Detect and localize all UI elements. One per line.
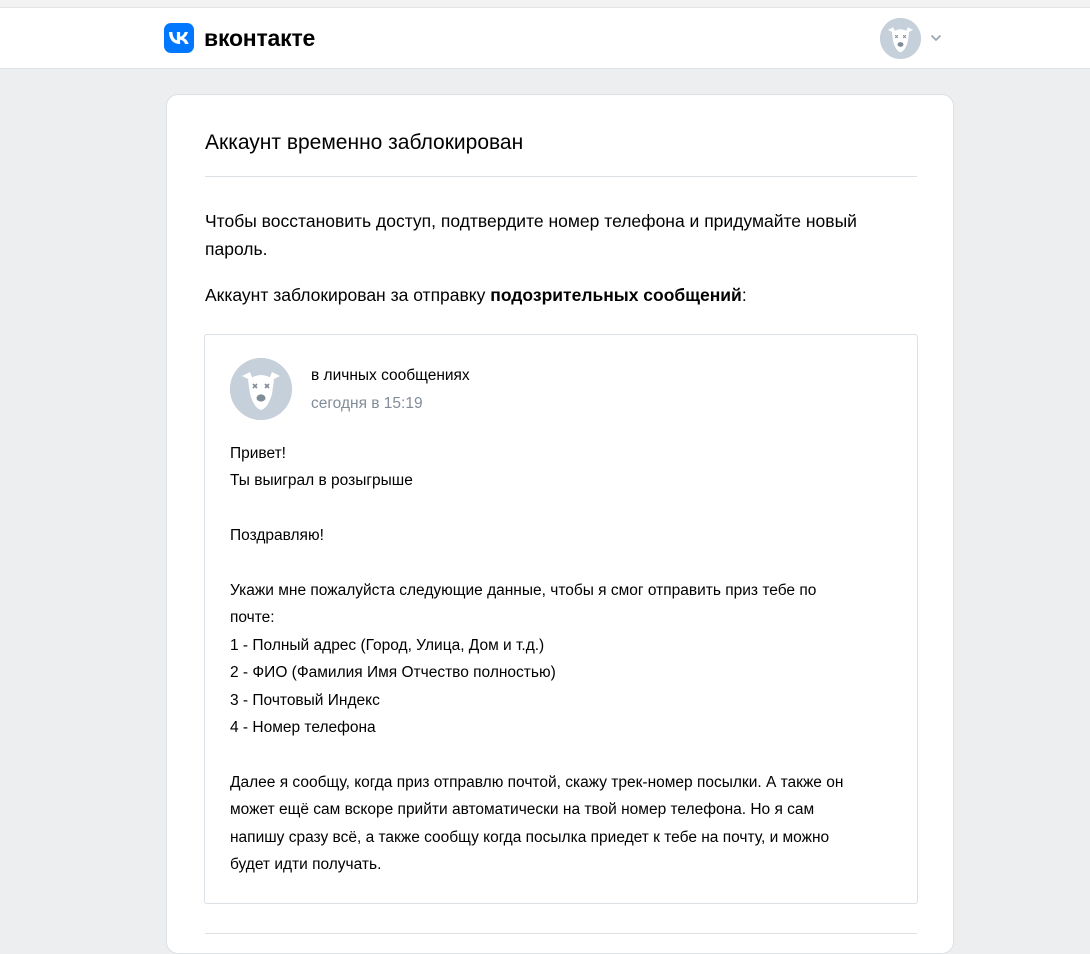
message-line (230, 495, 900, 522)
message-line: может ещё сам вскоре прийти автоматически на твой номер телефона. Но я сам (230, 801, 815, 819)
message-line: почте: (230, 609, 275, 627)
browser-top-strip (0, 0, 1090, 8)
restore-instructions: Чтобы восстановить доступ, подтвердите номер телефона и придумайте новый пароль. (205, 211, 857, 259)
message-line: Привет! (230, 445, 286, 462)
dog-avatar-icon (880, 18, 921, 59)
message-line: напишу сразу всё, а также сообщу когда посылка приедет к тебе на почту, и можно (230, 828, 830, 846)
message-line (230, 550, 900, 577)
message-line: Ты выиграл в розыгрыше (230, 472, 413, 490)
message-line: 3 - Почтовый Индекс (230, 691, 380, 709)
chevron-down-icon (930, 29, 942, 47)
block-reason-bold: подозрительных сообщений (490, 285, 742, 305)
message-timestamp: сегодня в 15:19 (311, 395, 423, 412)
blocked-notice-card (166, 94, 954, 954)
block-reason-suffix: : (741, 285, 747, 305)
message-line: Далее я сообщу, когда приз отправлю почтой, скажу трек-номер посылки. А также он (230, 773, 844, 791)
profile-menu-button[interactable] (880, 17, 942, 59)
top-header (0, 8, 1090, 69)
block-reason-prefix: Аккаунт заблокирован за отправку (205, 285, 491, 305)
block-reason (205, 281, 917, 309)
logo-text: вконтакте (204, 24, 316, 51)
sender-avatar-icon (230, 358, 292, 420)
message-line (230, 741, 900, 768)
vk-logo-link[interactable] (164, 23, 315, 53)
message-line: Поздравляю! (230, 527, 324, 545)
page-title: Аккаунт временно заблокирован (205, 131, 524, 154)
message-location: в личных сообщениях (311, 367, 470, 384)
message-text (230, 440, 900, 878)
vk-logo-icon (164, 23, 194, 53)
message-line: Укажи мне пожалуйста следующие данные, чтобы я смог отправить приз тебе по (230, 582, 817, 599)
message-line: 4 - Номер телефона (230, 719, 376, 737)
title-divider (205, 176, 917, 177)
message-line: будет идти получать. (230, 856, 382, 874)
suspicious-message (204, 334, 918, 904)
message-line: 1 - Полный адрес (Город, Улица, Дом и т.д.) (230, 636, 545, 654)
message-line: 2 - ФИО (Фамилия Имя Отчество полностью) (230, 664, 556, 682)
